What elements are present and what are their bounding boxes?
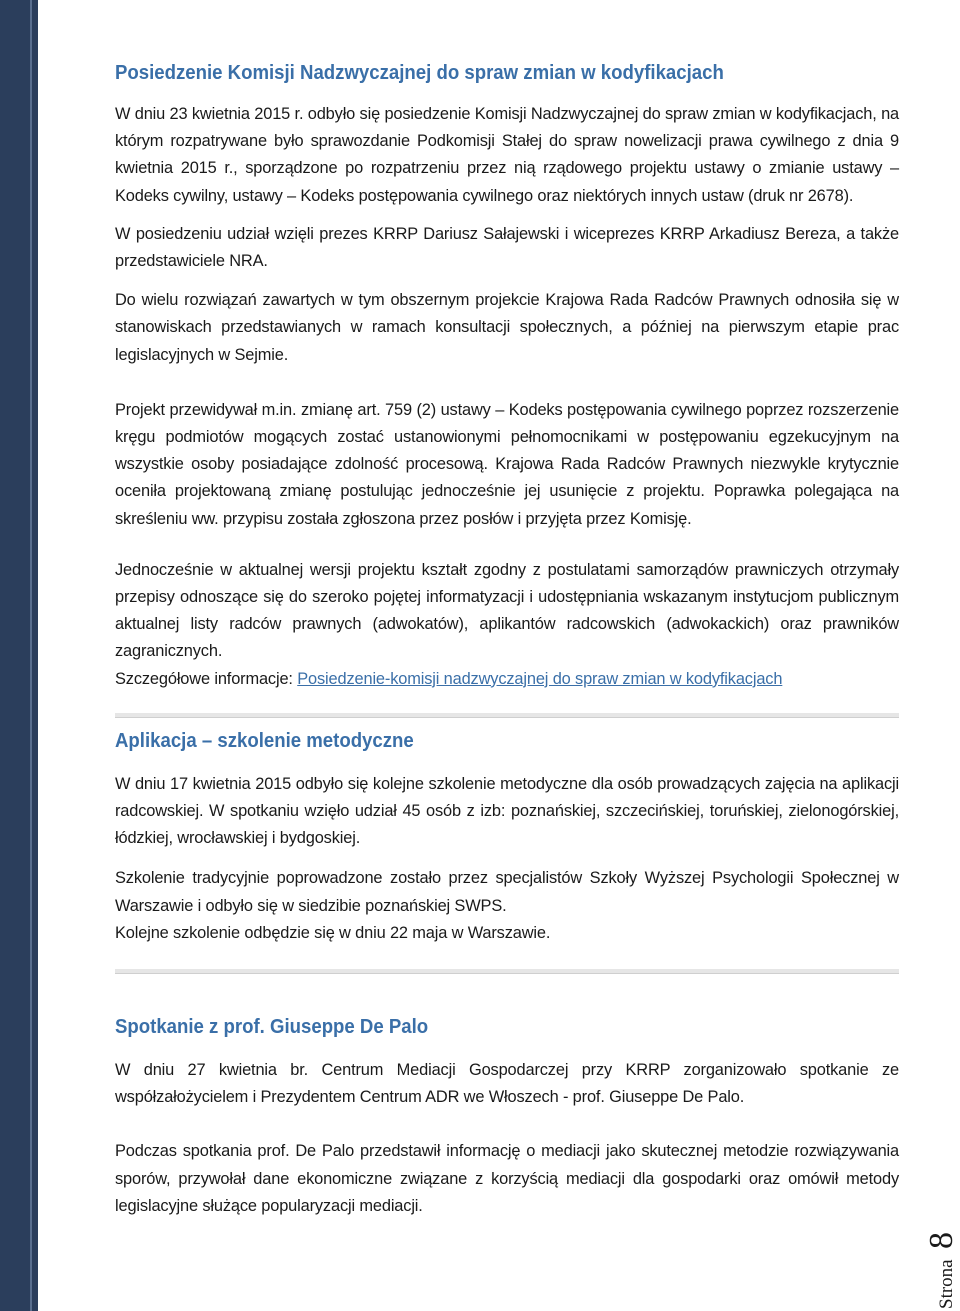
- left-sidebar-bar: [0, 0, 38, 1311]
- paragraph: Kolejne szkolenie odbędzie się w dniu 22 maja w Warszawie.: [115, 923, 551, 942]
- paragraph: W dniu 17 kwietnia 2015 odbyło się kolejne szkolenie metodyczne dla osób prowadzących zajęcia na aplikacji radcowskiej. W spotkaniu wzięło udział 45 osób z izb: poznańskiej, szczecińskiej, toruńskiej, zielonogórskiej, łódzkiej, wrocławskiej i bydgoskiej.: [115, 774, 899, 848]
- details-link[interactable]: Posiedzenie-komisji nadzwyczajnej do spraw zmian w kodyfikacjach: [297, 669, 783, 688]
- section-title-spotkanie: Spotkanie z prof. Giuseppe De Palo: [115, 1016, 429, 1039]
- paragraph: Podczas spotkania prof. De Palo przedstawił informację o mediacji jako skutecznej metodzie rozwiązywania sporów, przywołał dane ekonomiczne związane z korzyścią mediacji dla gospodarki oraz omówił metody legislacyjne służące popularyzacji mediacji.: [115, 1142, 899, 1215]
- details-label: Szczegółowe informacje:: [115, 669, 298, 688]
- paragraph: Do wielu rozwiązań zawartych w tym obszernym projekcie Krajowa Rada Radców Prawnych odnosiła się w stanowiskach przedstawianych w ramach konsultacji społecznych, a później na pierwszym etapie prac legislacyjnych w Sejmie.: [115, 291, 899, 364]
- paragraph: Projekt przewidywał m.in. zmianę art. 759 (2) ustawy – Kodeks postępowania cywilnego poprzez rozszerzenie kręgu podmiotów mogących zostać ustanowionymi pełnomocnikami w postępowaniu egzekucyjnym na wszystkie osoby posiadające zdolność procesową. Krajowa Rada Radców Prawnych niezwykle krytycznie oceniła projektowaną zmianę postulując jednocześnie jej usunięcie z projektu. Poprawka polegająca na skreśleniu ww. przypisu została zgłoszona przez posłów i przyjęta przez Komisję.: [115, 400, 899, 528]
- paragraph: Szkolenie tradycyjnie poprowadzone zostało przez specjalistów Szkoły Wyższej Psychologii Społecznej w Warszawie i odbyło się w siedzibie poznańskiej SWPS.: [115, 869, 899, 915]
- page-number: 8: [923, 1232, 960, 1249]
- paragraph: Jednocześnie w aktualnej wersji projektu kształt zgodny z postulatami samorządów prawniczych otrzymały przepisy odnoszące się do szeroko pojętej informatyzacji i udostępniania wskazanym instytucjom publicznym aktualnej listy radców prawnych (adwokatów), aplikantów radcowskich (adwokackich) oraz prawników zagranicznych.: [115, 560, 899, 661]
- section-title-komisja: Posiedzenie Komisji Nadzwyczajnej do spraw zmian w kodyfikacjach: [115, 62, 724, 84]
- section-title-aplikacja: Aplikacja – szkolenie metodyczne: [115, 729, 414, 752]
- details-line: [115, 666, 899, 693]
- paragraph: W dniu 23 kwietnia 2015 r. odbyło się posiedzenie Komisji Nadzwyczajnej do spraw zmian w kodyfikacjach, na którym rozpatrywane było sprawozdanie Podkomisji Stałej do spraw nowelizacji prawa cywilnego z dnia 9 kwietnia 2015 r., sporządzone po rozpatrzeniu przez nią rządowego projektu ustawy o zmianie ustawy – Kodeks cywilny, ustawy – Kodeks postępowania cywilnego oraz niektórych innych ustaw (druk nr 2678).: [115, 105, 900, 205]
- page-number-label: [912, 1225, 960, 1311]
- paragraph: W dniu 27 kwietnia br. Centrum Mediacji Gospodarczej przy KRRP zorganizowało spotkanie ze współzałożycielem i Prezydentem Centrum ADR we Włoszech - prof. Giuseppe De Palo.: [115, 1061, 899, 1107]
- page-content: [115, 58, 899, 1220]
- page-word: Strona: [936, 1259, 957, 1309]
- paragraph: W posiedzeniu udział wzięli prezes KRRP Dariusz Sałajewski i wiceprezes KRRP Arkadiusz Bereza, a także przedstawiciele NRA.: [115, 224, 899, 271]
